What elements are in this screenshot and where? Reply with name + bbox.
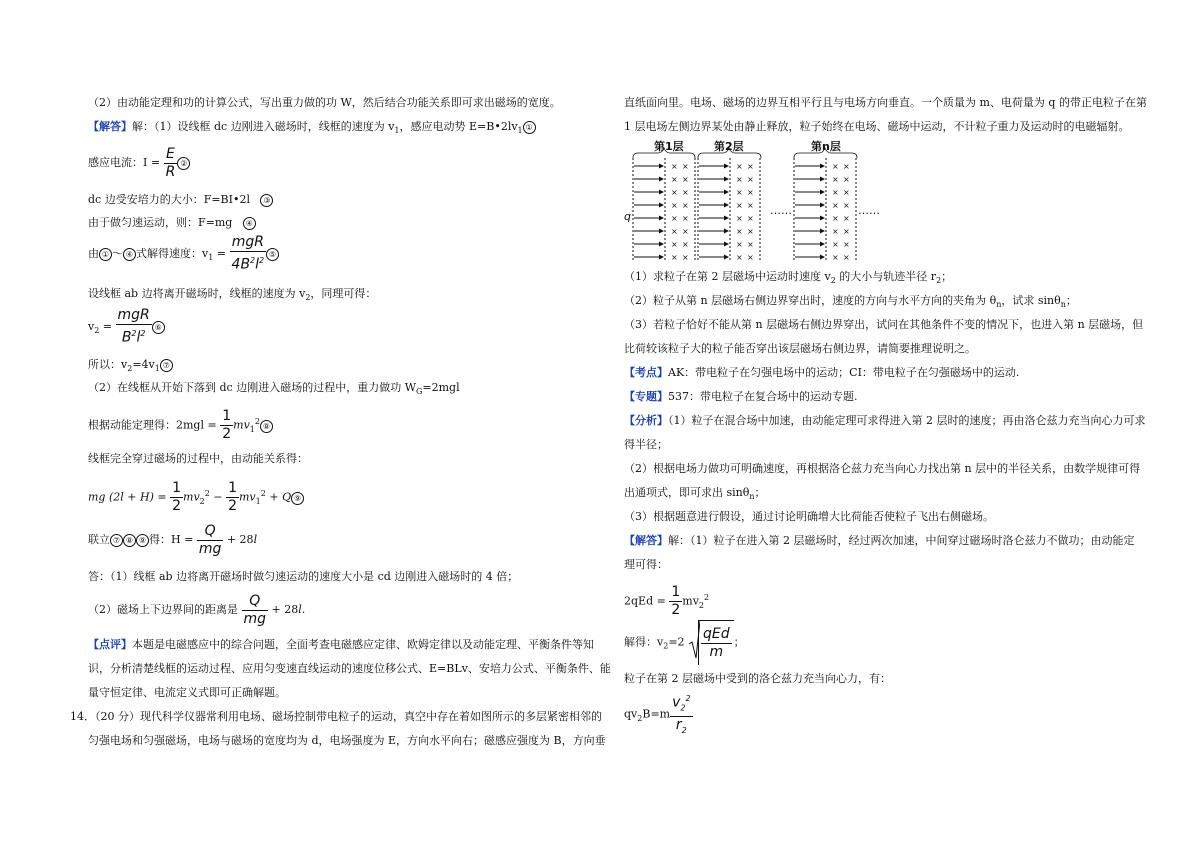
arrow-head [820,216,825,221]
arrow-head [820,177,825,182]
arrow-head [659,242,664,247]
special-line: 【专题】537：带电粒子在复合场中的运动专题. [624,390,858,403]
text-line: （3）根据题意进行假设，通过讨论明确增大比荷能否使粒子飞出右侧磁场。 [624,510,994,523]
layer1-label: 第1层 [654,140,684,153]
text-line: 1 层电场左侧边界某处由静止释放，粒子始终在电场、磁场中运动，不计粒子重力及运动时的电磁辐射。 [624,120,1130,133]
arrow-head [659,177,664,182]
magnetic-cross: × [736,162,743,171]
magnetic-cross: × [747,214,754,223]
arrow-head [820,255,825,260]
question-part: （3）若粒子恰好不能从第 n 层磁场右侧边界穿出，试问在其他条件不变的情况下，也进入第 n 层磁场，但 [624,318,1144,331]
solution-line: 【解答】解：（1）设线框 dc 边刚进入磁场时，线框的速度为 $v_1$，感应电动势 $E=B•2lv_1$ ① [88,120,536,138]
energy-eq: 根据动能定理得：2mgl = $\frac{1}{2}$ $mv_1^2⑧$ [88,400,273,452]
arrow-head [724,164,729,169]
text-line: 粒子在第 2 层磁场中受到的洛仑兹力充当向心力，有： [624,672,891,685]
eq-number: ① [523,121,536,134]
arrow-head [724,216,729,221]
magnetic-cross: × [671,253,678,262]
arrow-head [659,203,664,208]
magnetic-cross: × [832,214,839,223]
ellipsis: …… [770,204,792,217]
arrow-head [659,190,664,195]
arrow-head [820,242,825,247]
magnetic-cross: × [843,175,850,184]
question-line: 14．（20 分）现代科学仪器常利用电场、磁场控制带电粒子的运动，真空中存在着如图所示的多层紧密相邻的 [70,710,602,723]
magnetic-cross: × [682,201,689,210]
magnetic-cross: × [832,227,839,236]
magnetic-cross: × [843,227,850,236]
arrow-head [724,177,729,182]
solution-tag: 【解答】 [88,120,132,133]
text-line: （2）在线框从开始下落到 dc 边刚进入磁场的过程中，重力做功 $W_G=2mgl$ [88,381,460,397]
text-line: 所以：$v_2=4v_1$ ⑦ [88,358,173,376]
magnetic-cross: × [736,201,743,210]
magnetic-cross: × [736,175,743,184]
magnetic-cross: × [843,253,850,262]
text-line: 答：（1）线框 ab 边将离开磁场时做匀速运动的速度大小是 cd 边刚进入磁场时的 4 倍； [88,570,519,583]
magnetic-cross: × [671,188,678,197]
topic-tag: 【考点】 [624,366,668,379]
magnetic-cross: × [671,214,678,223]
current-eq: 感应电流：I = $\frac{E}{R}$ ② [88,143,190,183]
text-line: 理可得： [624,558,668,571]
text-line: 得半径； [624,438,668,451]
arrow-head [659,229,664,234]
velocity-eq: 由 ① ～ ④ 式解得速度：$v_1$ = $\frac{\text{mgR}}{4B^2l^2}$ ⑤ [88,232,279,280]
magnetic-cross: × [671,201,678,210]
magnetic-cross: × [747,240,754,249]
magnetic-cross: × [747,162,754,171]
magnetic-cross: × [843,162,850,171]
text-line: dc 边受安培力的大小：F=BI•2l ③ [88,193,273,207]
magnetic-cross: × [671,227,678,236]
text-line: 识，分析清楚线框的运动过程、应用匀变速直线运动的速度位移公式、E=BLv、安培力公式、平衡条件、能 [88,662,611,675]
ellipsis: …… [858,204,880,217]
arrow-head [724,255,729,260]
layern-label: 第n层 [811,140,841,153]
arrow-head [820,203,825,208]
magnetic-cross: × [682,162,689,171]
magnetic-cross: × [832,240,839,249]
comment-tag: 【点评】 [88,638,132,651]
text-line: （2）根据电场力做功可明确速度，再根据洛仑兹力充当向心力找出第 n 层中的半径关系，由数学规律可得 [624,462,1141,475]
analysis-tag: 【分析】 [624,414,668,427]
arrow-head [724,229,729,234]
field-layers-figure [618,136,888,266]
magnetic-cross: × [747,201,754,210]
energy-balance-eq: mg (2l + H) = $\frac{1}{2}$ $mv_2^2$ − $\frac{1}{2}$ $mv_1^2 + Q$ ⑨ [88,472,304,524]
text-line: 出通项式，即可求出 sinθ$_n$； [624,486,766,502]
text-line: 比荷较该粒子大的粒子能否穿出该层磁场右侧边界，请简要推理说明之。 [624,342,976,355]
arrow-head [659,164,664,169]
magnetic-cross: × [736,188,743,197]
magnetic-cross: × [671,162,678,171]
magnetic-cross: × [832,162,839,171]
fraction: $\frac{E}{R}$ [165,145,176,180]
magnetic-cross: × [843,240,850,249]
magnetic-cross: × [682,253,689,262]
text-line: 设线框 ab 边将离开磁场时，线框的速度为 $v_2$，同理可得： [88,287,377,303]
text-line: 直纸面向里。电场、磁场的边界互相平行且与电场方向垂直。一个质量为 m、电荷量为 q 的带正电粒子在第 [624,96,1147,109]
arrow-head [659,216,664,221]
magnetic-cross: × [682,214,689,223]
magnetic-cross: × [832,188,839,197]
magnetic-cross: × [832,175,839,184]
magnetic-cross: × [843,214,850,223]
magnetic-cross: × [736,240,743,249]
arrow-head [724,190,729,195]
work-energy-eq: 2qEd = $\frac{1}{2}$ $mv_2^2$ [624,584,710,619]
magnetic-cross: × [671,175,678,184]
text-line: （2）由动能定理和功的计算公式，写出重力做的功 W，然后结合功能关系即可求出磁场的宽度。 [88,96,561,109]
magnetic-cross: × [747,175,754,184]
arrow-head [820,190,825,195]
magnetic-cross: × [682,240,689,249]
magnetic-cross: × [843,188,850,197]
velocity-solution-eq: 解得：$v_2=2$ $\frac{\text{qEd}}{m}$ ； [624,620,745,669]
magnetic-cross: × [747,188,754,197]
magnetic-cross: × [671,240,678,249]
arrow-head [724,203,729,208]
magnetic-cross: × [682,175,689,184]
solution-tag: 【解答】 [624,534,668,547]
comment-line: 【点评】本题是电磁感应中的综合问题，全面考查电磁感应定律、欧姆定律以及动能定理、平衡条件等知 [88,638,594,651]
arrow-head [820,229,825,234]
magnetic-cross: × [736,214,743,223]
text-line: 线框完全穿过磁场的过程中，由动能关系得： [88,452,308,465]
magnetic-cross: × [832,201,839,210]
analysis-line: 【分析】（1）粒子在混合场中加速，由动能定理可求得进入第 2 层时的速度；再由洛仑兹力充当向心力可求 [624,414,1146,427]
text-line: 匀强电场和匀强磁场，电场与磁场的宽度均为 d，电场强度为 E，方向水平向右；磁感应强度为 B，方向垂 [88,734,606,747]
velocity2-eq: $v_2$ = $\frac{\text{mgR}}{B^2l^2}$ ⑥ [88,305,165,353]
magnetic-cross: × [843,201,850,210]
magnetic-cross: × [747,253,754,262]
answer-eq: （2）磁场上下边界间的距离是 $\frac{Q}{mg}$ + 28l. [88,592,306,627]
question-part: （2）粒子从第 n 层磁场右侧边界穿出时，速度的方向与水平方向的夹角为 $\theta_n$，试求 sinθ$_n$； [624,294,1077,310]
arrow-head [659,255,664,260]
layer2-label: 第2层 [714,140,744,153]
magnetic-cross: × [736,253,743,262]
arrow-head [820,164,825,169]
lorentz-eq: $qv_2B=m$ $\frac{v_2^2}{r_2}$ [624,690,693,741]
magnetic-cross: × [832,253,839,262]
solution-line: 【解答】解：（1）粒子在进入第 2 层磁场时，经过两次加速，中间穿过磁场时洛仑兹力不做功；由动能定 [624,534,1135,547]
magnetic-cross: × [736,227,743,236]
height-eq: 联立 ⑦ ⑧ ⑨ 得：H = $\frac{Q}{mg}$ + 28l [88,522,258,557]
special-tag: 【专题】 [624,390,668,403]
magnetic-cross: × [682,188,689,197]
text-line: 由于做匀速运动，则：F=mg ④ [88,216,256,230]
arrow-head [724,242,729,247]
charge-label: q [624,210,631,223]
magnetic-cross: × [682,227,689,236]
topic-line: 【考点】AK：带电粒子在匀强电场中的运动；CI：带电粒子在匀强磁场中的运动. [624,366,1020,379]
text-line: 量守恒定律、电流定义式即可正确解题。 [88,686,286,699]
question-part: （1）求粒子在第 2 层磁场中运动时速度 $v_2$ 的大小与轨迹半径 $r_2$； [624,270,953,286]
magnetic-cross: × [747,227,754,236]
